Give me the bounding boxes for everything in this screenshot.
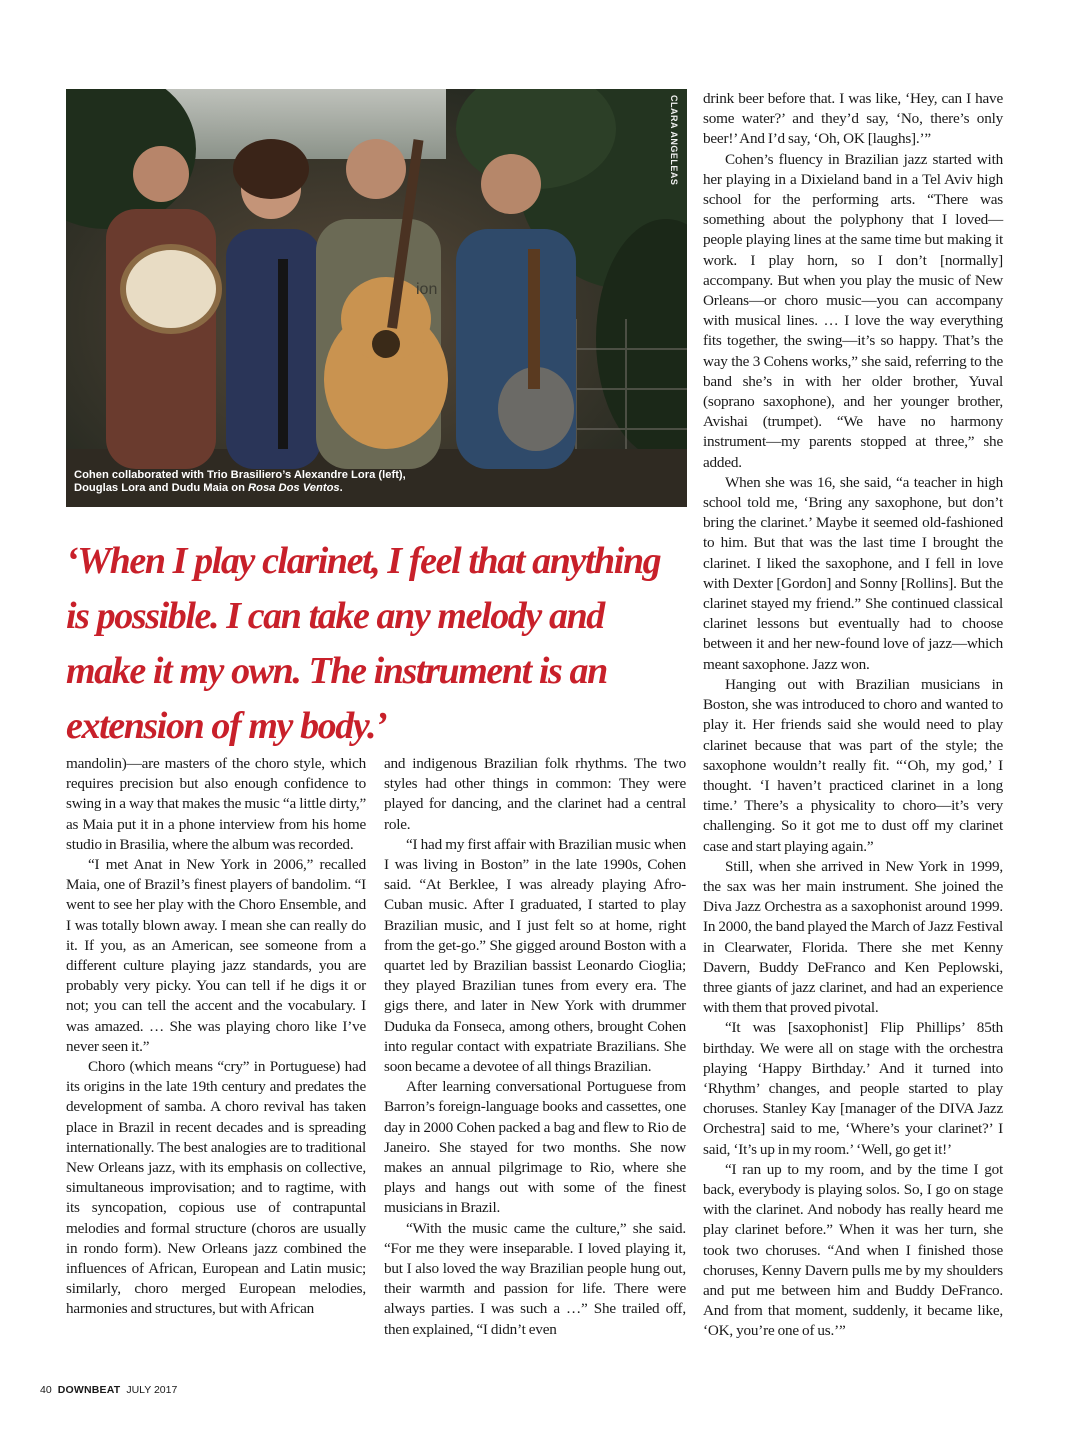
page-number: 40 xyxy=(40,1384,52,1396)
caption-end: . xyxy=(339,482,343,494)
paragraph: mandolin)—are masters of the choro style, which requires precision but also enough confidence to swing in a way that makes the music “a little dirty,” as Maia put it in a phone interview from his home studio in Brasilia, where the album was recorded. xyxy=(66,755,366,853)
page-footer xyxy=(40,1384,177,1396)
paragraph: and indigenous Brazilian folk rhythms. The two styles had other things in common: They were played for dancing, and the clarinet had a central role. xyxy=(384,755,686,833)
feature-photo xyxy=(66,89,687,507)
shirt-text: ion xyxy=(416,281,438,298)
photo-credit: CLARA ANGELEAS xyxy=(669,95,679,186)
paragraph: Still, when she arrived in New York in 1999, the sax was her main instrument. She joined the Diva Jazz Orchestra as a saxophonist around 1999. In 2000, the band played the March of Jazz Festival in Clearwater, Florida. There she met Kenny Davern, Buddy DeFranco and Ken Peplowski, three giants of jazz clarinet, and had an experience with them that proved pivotal. xyxy=(703,857,1003,1017)
paragraph: drink beer before that. I was like, ‘Hey, can I have some water?’ and they’d say, ‘No, there’s only beer!’ And I’d say, ‘Oh, OK [laughs].’” xyxy=(703,90,1003,148)
paragraph: “I had my first affair with Brazilian music when I was living in Boston” in the late 1990s, Cohen said. “At Berklee, I was already playing Afro-Cuban music. After I graduated, I started to play Brazilian music, and I just felt so at home, right from the get-go.” She gigged around Boston with a quartet led by Brazilian bassist Leonardo Cioglia; they played Brazilian tunes from every era. The gigs there, and later in New York with drummer Duduka da Fonseca, among others, brought Cohen into regular contact with expatriate Brazilians. She soon became a devotee of all things Brazilian. xyxy=(384,835,686,1076)
caption-line-2: Douglas Lora and Dudu Maia on xyxy=(74,482,249,494)
paragraph: After learning conversational Portuguese from Barron’s foreign-language books and cassettes, one day in 2000 Cohen packed a bag and flew to Rio de Janeiro. She stayed for two months. She now makes an annual pilgrimage to Rio, where she plays and hangs out with some of the finest musicians in Brazil. xyxy=(384,1078,686,1217)
paragraph: “I ran up to my room, and by the time I got back, everybody is playing solos. So, I go on stage with the clarinet. And nobody has really heard me play clarinet before.” When it was her turn, she took two choruses. “And when I finished those choruses, Kenny Davern pulls me by my shoulders and put me between him and Buddy DeFranco. And from that moment, suddenly, it became like, ‘OK, you’re one of us.’” xyxy=(703,1160,1003,1340)
body-column-3 xyxy=(703,89,1003,1342)
paragraph: Choro (which means “cry” in Portuguese) had its origins in the late 19th century and predates the development of samba. A choro revival has taken place in Brazil in recent decades and is spreading internationally. The best analogies are to traditional New Orleans jazz, with its emphasis on collective, simultaneous improvisation; and to ragtime, with its syncopation, copious use of contrapuntal melodies and formal structure (choros are usually in rondo form). New Orleans jazz combined the influences of African, European and Latin music; similarly, choro merged European melodies, harmonies and structures, but with African xyxy=(66,1058,366,1318)
photo-caption xyxy=(74,469,474,495)
musicians-photo-illustration xyxy=(66,89,687,507)
paragraph: When she was 16, she said, “a teacher in high school told me, ‘Bring any saxophone, but don’t bring the clarinet.’ Maybe it seemed old-fashioned to him. But that was the last time I brought the clarinet. I liked the saxophone, and I fell in love with Dexter [Gordon] and Sonny [Rollins]. But the clarinet stayed my friend.” She continued classical clarinet lessons but eventually had to choose between it and her new-found love of jazz—which meant saxophone. Jazz won. xyxy=(703,473,1003,673)
paragraph: “It was [saxophonist] Flip Phillips’ 85th birthday. We were all on stage with the orchestra playing ‘Happy Birthday.’ And it turned into ‘Rhythm’ changes, and people started to play choruses. Stanley Kay [manager of the DIVA Jazz Orchestra] said to me, ‘Where’s your clarinet?’ I said, ‘It’s up in my room.’ ‘Well, go get it!’ xyxy=(703,1019,1003,1158)
paragraph: “With the music came the culture,” she said. “For me they were inseparable. I loved playing it, but I also loved the way Brazilian people hung out, their warmth and passion for life. There were always parties. I was such a …” She trailed off, then explained, “I didn’t even xyxy=(384,1219,686,1338)
paragraph: “I met Anat in New York in 2006,” recalled Maia, one of Brazil’s finest players of bandolim. “I went to see her play with the Choro Ensemble, and I was totally blown away. I mean she can really do it. If you, as an American, see someone from a different culture playing jazz standards, you are probably very picky. You can tell if he digs it or not; you can tell the accent and the vocabulary. I was amazed. … She was playing choro like I’ve never seen it.” xyxy=(66,856,366,1055)
caption-album-title: Rosa Dos Ventos xyxy=(248,482,340,494)
body-column-1 xyxy=(66,754,366,1320)
paragraph: Hanging out with Brazilian musicians in Boston, she was introduced to choro and wanted to play it. Her friends said she would need to play clarinet because that was part of the style; the saxophone wouldn’t really fit. “‘Oh, my god,’ I thought. ‘I haven’t practiced clarinet in a long time.’ There’s a physicality to choro—it’s very challenging. So it got me to dust off my clarinet case and start playing again.” xyxy=(703,675,1003,855)
pull-quote: ‘When I play clarinet, I feel that anything is possible. I can take any melody and make it my own. The instrument is an extension of my body.’ xyxy=(66,540,661,747)
body-column-2 xyxy=(384,754,686,1340)
magazine-name: DOWNBEAT xyxy=(57,1384,121,1396)
paragraph: Cohen’s fluency in Brazilian jazz started with her playing in a Dixieland band in a Tel Aviv high school for the performing arts. “There was something about the polyphony that I loved—people playing lines at the same time but making it work. I play horn, so I don’t [normally] accompany. But when you play the music of New Orleans—or choro music—you can accompany with musical lines. … I love the way everything fits together, the swing—it’s so happy. That’s the way the 3 Cohens works,” she said, referring to the band she’s in with her older brother, Yuval (soprano saxophone), and her younger brother, Avishai (trumpet). “We have no harmony instrument—my parents stopped at three,” she added. xyxy=(703,150,1003,471)
issue-date: JULY 2017 xyxy=(126,1384,178,1396)
caption-line-1: Cohen collaborated with Trio Brasiliero’s Alexandre Lora (left), xyxy=(74,469,406,481)
